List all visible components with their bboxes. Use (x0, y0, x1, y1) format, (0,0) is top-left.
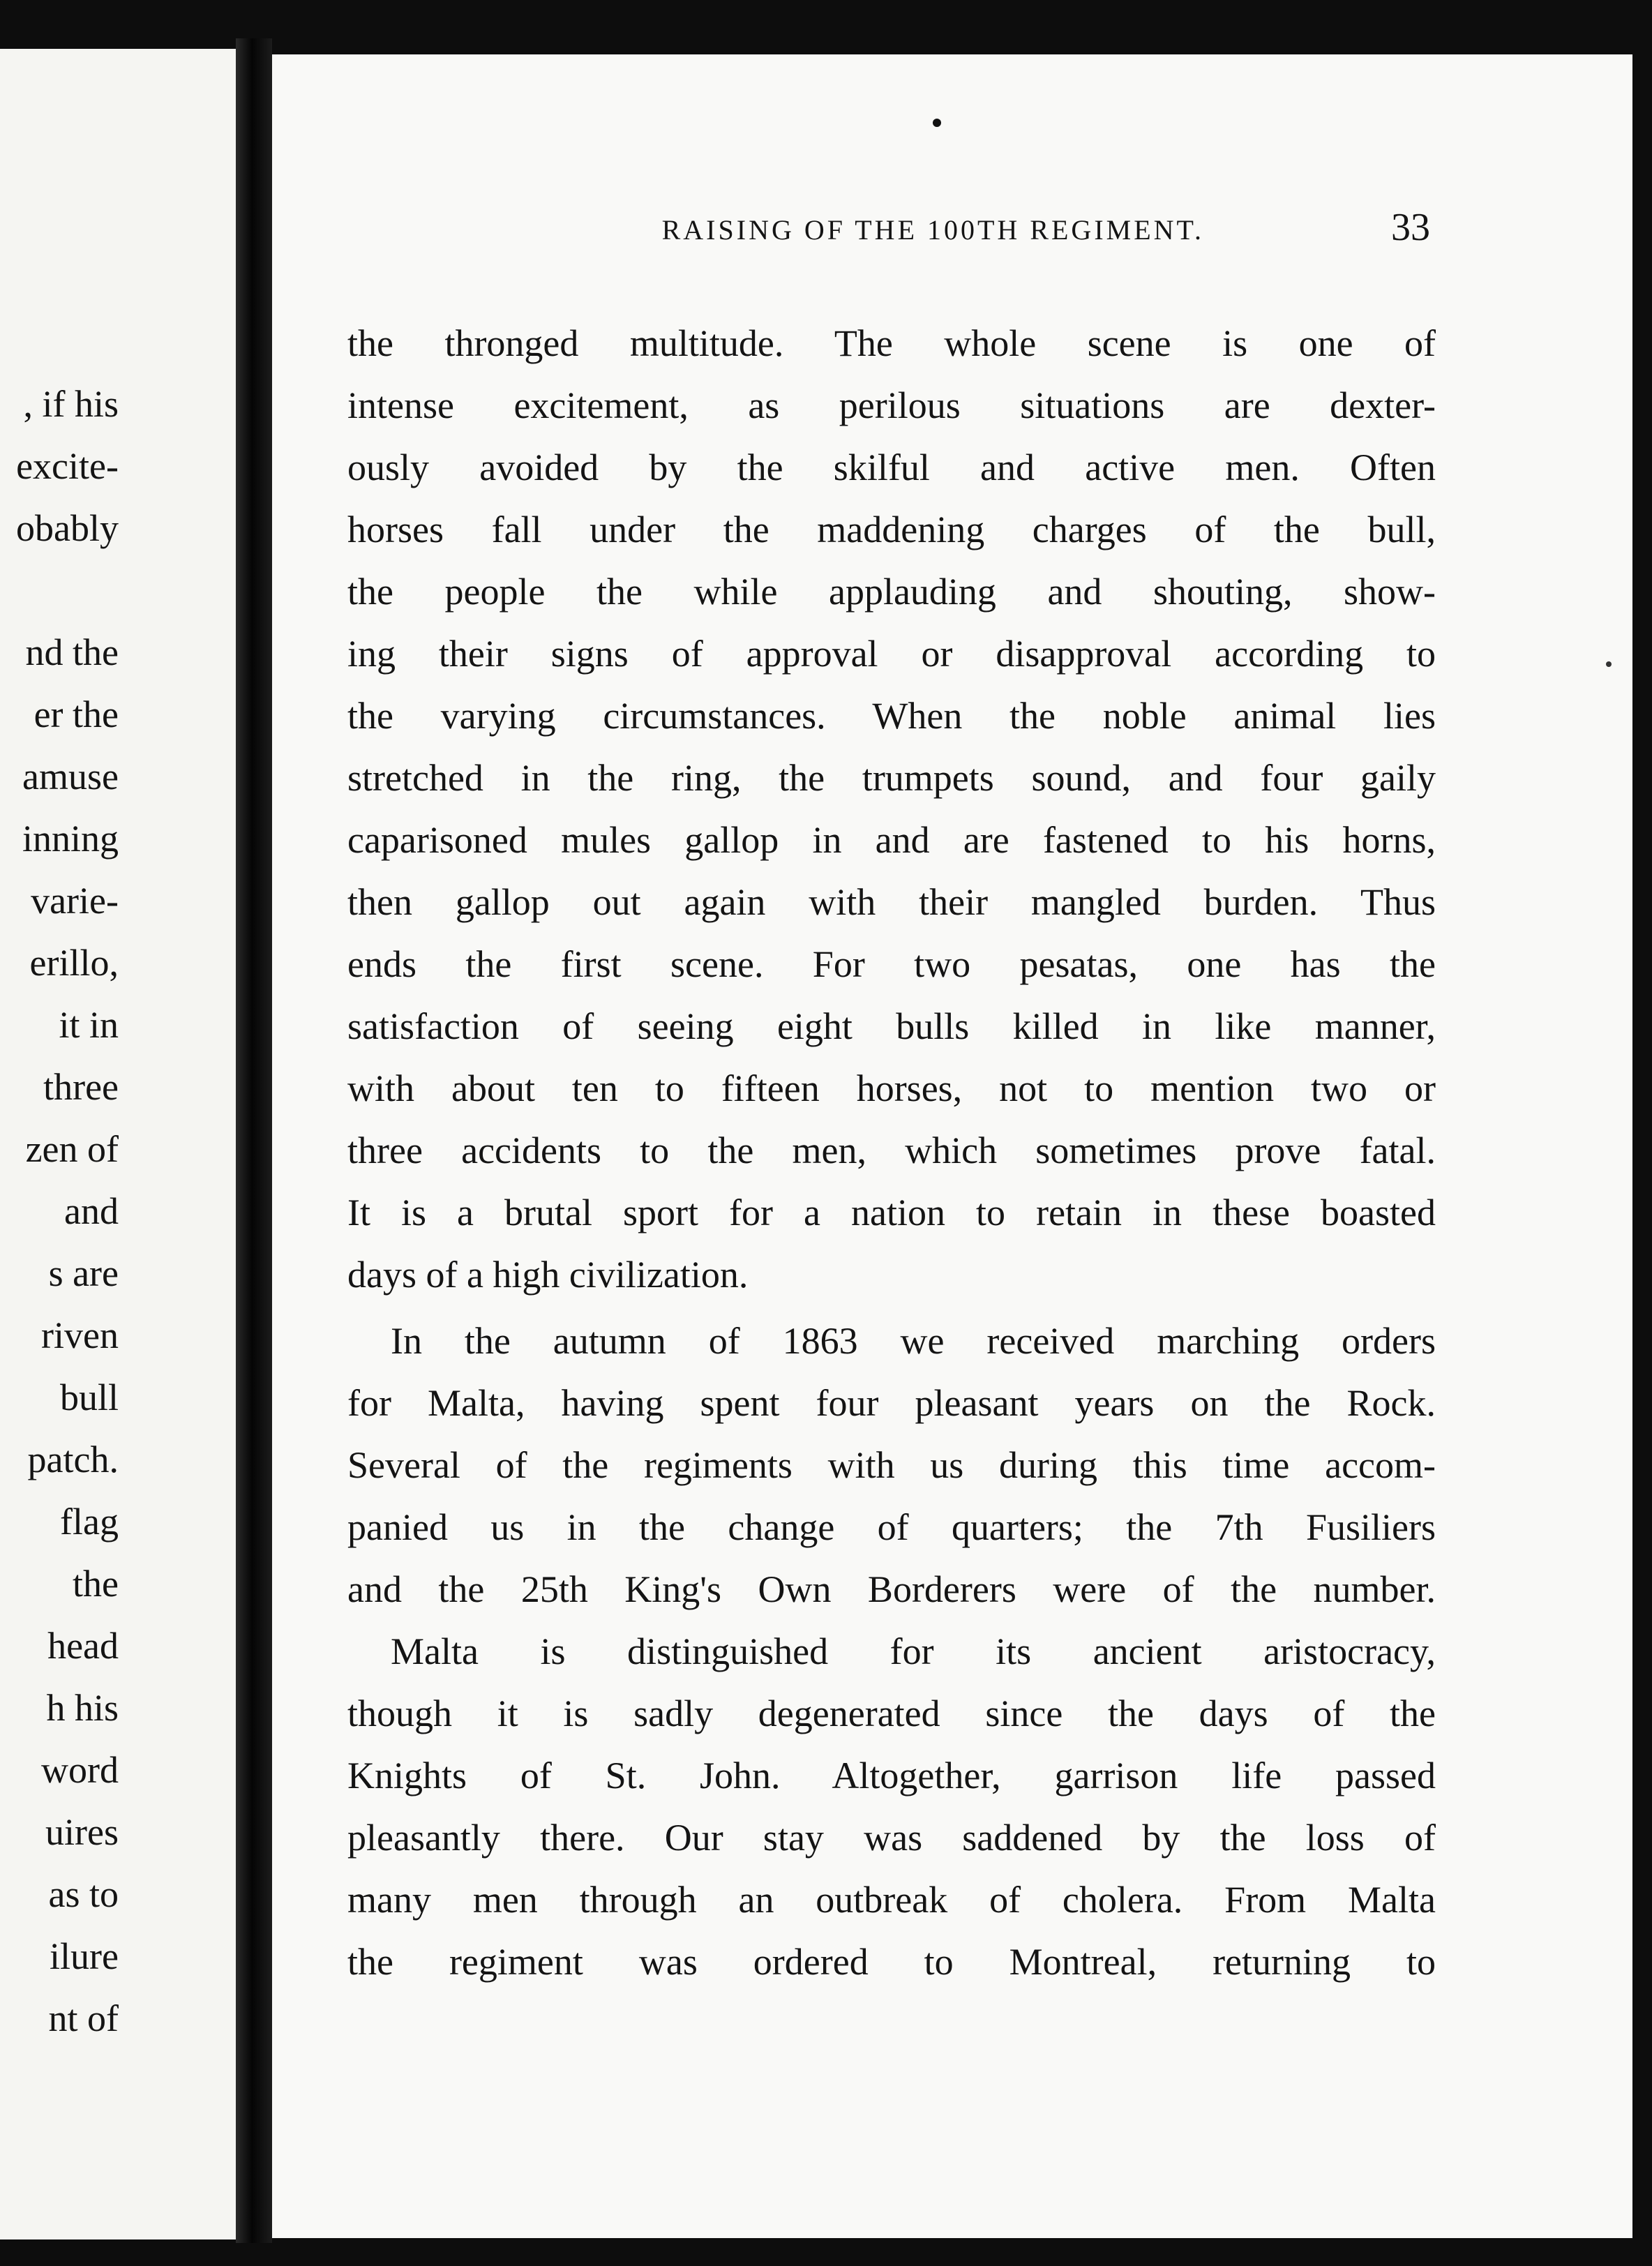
left-text-line: head (47, 1625, 119, 1667)
text-line: many men through an outbreak of cholera. From Malta (347, 1879, 1436, 1921)
text-line: and the 25th King's Own Borderers were of the number. (347, 1568, 1436, 1610)
left-text-line (0, 560, 119, 622)
left-text-line: er the (33, 693, 119, 735)
running-head: RAISING OF THE 100TH REGIMENT. (661, 214, 1204, 246)
left-text-line: erillo, (29, 942, 119, 984)
text-line: stretched in the ring, the trumpets sound, and four gaily (347, 757, 1436, 799)
text-line: satisfaction of seeing eight bulls killed in like manner, (347, 1005, 1436, 1047)
text-line: caparisoned mules gallop in and are fastened to his horns, (347, 819, 1436, 861)
left-text-line: word (41, 1749, 119, 1791)
text-line: the thronged multitude. The whole scene is one of (347, 322, 1436, 364)
text-line: the regiment was ordered to Montreal, returning to (347, 1941, 1436, 1983)
left-text-line: riven (41, 1314, 119, 1356)
left-text-line: the (73, 1563, 119, 1605)
text-line: pleasantly there. Our stay was saddened by the loss of (347, 1817, 1436, 1859)
left-facing-page (0, 49, 236, 2239)
text-line: ends the first scene. For two pesatas, one has the (347, 943, 1436, 985)
left-text-line: s are (48, 1252, 119, 1294)
text-line: days of a high civilization. (347, 1254, 749, 1296)
left-text-line: and (64, 1190, 119, 1232)
left-text-line: bull (59, 1376, 119, 1418)
left-text-line: amuse (22, 756, 119, 797)
left-text-line: , if his (23, 383, 119, 425)
text-line: the varying circumstances. When the noble animal lies (347, 695, 1436, 737)
left-text-line: zen of (25, 1128, 119, 1170)
ink-speck (1606, 661, 1612, 667)
text-line: for Malta, having spent four pleasant years on the Rock. (347, 1382, 1436, 1424)
page-number: 33 (1391, 206, 1430, 249)
left-text-line: patch. (27, 1439, 119, 1480)
left-text-line: varie- (31, 880, 119, 922)
text-line: ously avoided by the skilful and active men. Often (347, 447, 1436, 488)
text-line: Malta is distinguished for its ancient aristocracy, (391, 1630, 1436, 1672)
left-text-line: flag (60, 1501, 119, 1543)
ink-speck (933, 119, 941, 127)
text-line: ing their signs of approval or disapproval according to (347, 633, 1436, 675)
text-line: It is a brutal sport for a nation to retain in these boasted (347, 1192, 1436, 1233)
left-text-line: nt of (48, 1997, 119, 2039)
left-page-text (0, 373, 119, 2050)
body-text (347, 313, 1436, 1993)
left-text-line: ilure (50, 1935, 119, 1977)
left-text-line: obably (16, 507, 119, 549)
text-line: Several of the regiments with us during this time accom- (347, 1444, 1436, 1486)
text-line: intense excitement, as perilous situations are dexter- (347, 384, 1436, 426)
text-line: though it is sadly degenerated since the days of the (347, 1693, 1436, 1734)
text-line: horses fall under the maddening charges of the bull, (347, 509, 1436, 550)
text-line: the people the while applauding and shouting, show- (347, 571, 1436, 613)
text-line: In the autumn of 1863 we received marching orders (391, 1320, 1436, 1362)
left-text-line: three (43, 1066, 119, 1108)
text-line: then gallop out again with their mangled burden. Thus (347, 881, 1436, 923)
text-line: panied us in the change of quarters; the 7th Fusiliers (347, 1506, 1436, 1548)
text-line: Knights of St. John. Altogether, garrison life passed (347, 1755, 1436, 1796)
text-line: three accidents to the men, which sometimes prove fatal. (347, 1130, 1436, 1171)
left-text-line: it in (59, 1004, 119, 1046)
left-text-line: inning (22, 818, 119, 860)
text-line: with about ten to fifteen horses, not to mention two or (347, 1067, 1436, 1109)
left-text-line: nd the (25, 631, 119, 673)
left-text-line: excite- (16, 445, 119, 487)
left-text-line: uires (45, 1811, 119, 1853)
left-text-line: as to (48, 1873, 119, 1915)
left-text-line: h his (46, 1687, 119, 1729)
book-gutter (236, 38, 272, 2243)
